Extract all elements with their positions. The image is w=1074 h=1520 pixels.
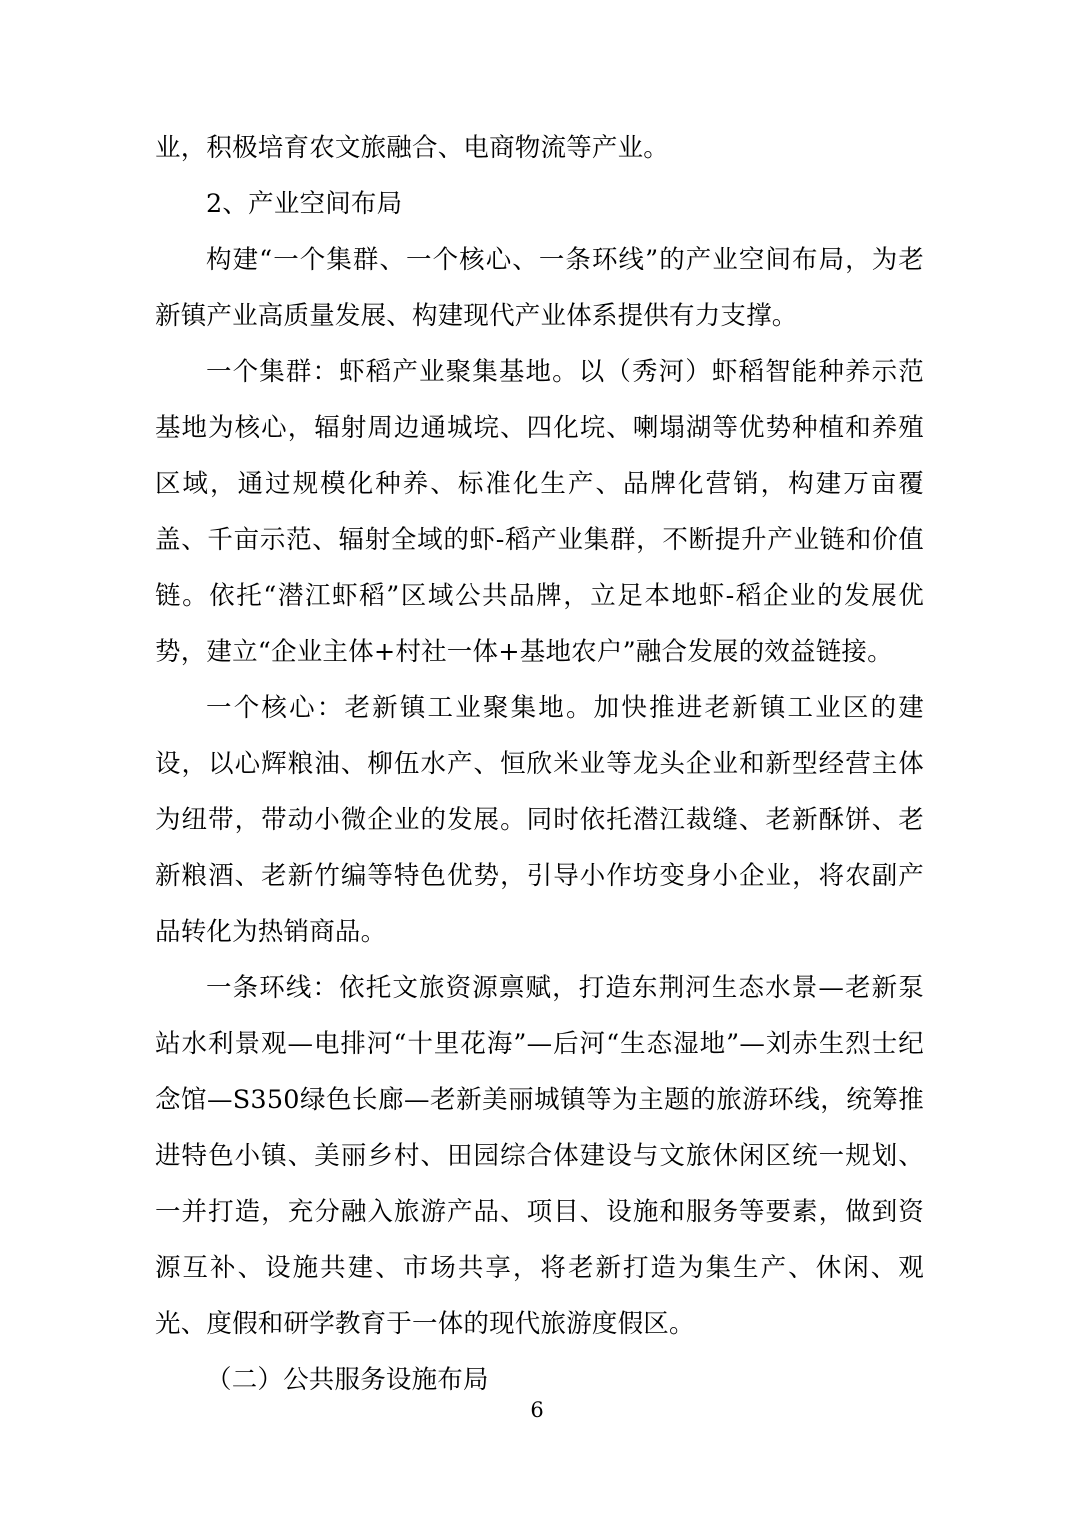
document-body [155, 120, 924, 1408]
paragraph-one-loop: 一条环线：依托文旅资源禀赋，打造东荆河生态水景—老新泵站水利景观—电排河“十里花海”—后河“生态湿地”—刘赤生烈士纪念馆—S350绿色长廊—老新美丽城镇等为主题的旅游环线，统筹推进特色小镇、美丽乡村、田园综合体建设与文旅休闲区统一规划、一并打造，充分融入旅游产品、项目、设施和服务等要素，做到资源互补、设施共建、市场共享，将老新打造为集生产、休闲、观光、度假和研学教育于一体的现代旅游度假区。 [155, 973, 924, 1339]
paragraph-heading-industrial-layout: 2、产业空间布局 [206, 189, 403, 219]
page-number: 6 [530, 1398, 544, 1422]
paragraph-one-core: 一个核心：老新镇工业聚集地。加快推进老新镇工业区的建设，以心辉粮油、柳伍水产、恒欣米业等龙头企业和新型经营主体为纽带，带动小微企业的发展。同时依托潜江裁缝、老新酥饼、老新粮酒、老新竹编等特色优势，引导小作坊变身小企业，将农副产品转化为热销商品。 [155, 693, 924, 947]
paragraph-overview: 构建“一个集群、一个核心、一条环线”的产业空间布局，为老新镇产业高质量发展、构建现代产业体系提供有力支撑。 [155, 245, 924, 331]
paragraph-continuation: 业，积极培育农文旅融合、电商物流等产业。 [155, 133, 670, 163]
paragraph-section-public-service: （二）公共服务设施布局 [206, 1365, 489, 1395]
paragraph-one-cluster: 一个集群：虾稻产业聚集基地。以（秀河）虾稻智能种养示范基地为核心，辐射周边通城垸、四化垸、喇塌湖等优势种植和养殖区域，通过规模化种养、标准化生产、品牌化营销，构建万亩覆盖、千亩示范、辐射全域的虾-稻产业集群，不断提升产业链和价值链。依托“潜江虾稻”区域公共品牌，立足本地虾-稻企业的发展优势，建立“企业主体+村社一体+基地农户”融合发展的效益链接。 [155, 357, 924, 667]
